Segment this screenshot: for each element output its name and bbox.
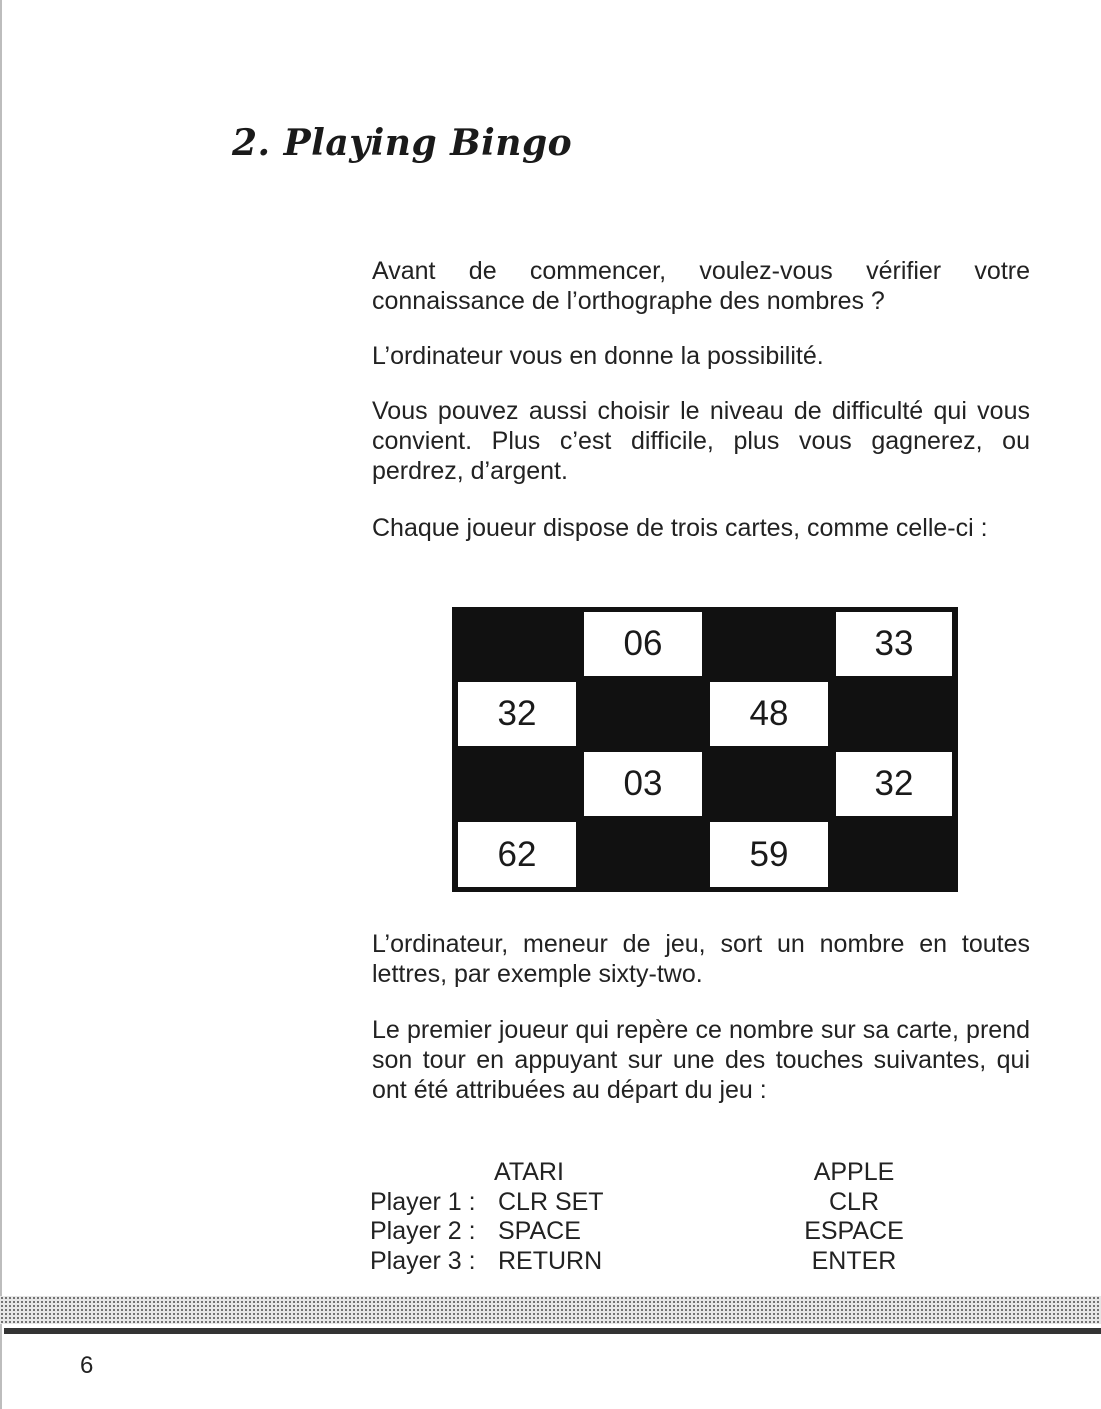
- atari-key: RETURN: [498, 1246, 603, 1275]
- bingo-number: 59: [710, 822, 828, 887]
- keys-row: [370, 1217, 990, 1247]
- atari-key: CLR SET: [498, 1187, 604, 1216]
- apple-header: APPLE: [813, 1158, 895, 1186]
- apple-key: ESPACE: [804, 1217, 904, 1245]
- paragraph-cards: Chaque joueur dispose de trois cartes, comme celle-ci :: [372, 514, 988, 542]
- page-number: 6: [80, 1352, 94, 1379]
- apple-key: CLR: [828, 1187, 879, 1216]
- paragraph-difficulty: Vous pouvez aussi choisir le niveau de difficulté qui vous convient. Plus c’est difficile, plus vous gagnerez, ou perdrez, d’argent.: [372, 397, 1030, 485]
- page-edge-rule: [0, 0, 2, 1409]
- keys-header-row: [370, 1158, 990, 1188]
- paragraph-intro: Avant de commencer, voulez-vous vérifier votre connaissance de l’orthographe des nombres ?: [372, 257, 1030, 315]
- player-label: Player 2 :: [370, 1217, 476, 1245]
- atari-key: SPACE: [498, 1217, 581, 1245]
- bingo-number: 48: [710, 682, 828, 746]
- bingo-number: 62: [458, 822, 576, 887]
- paragraph-possibility: L’ordinateur vous en donne la possibilité.: [372, 342, 824, 370]
- atari-header: ATARI: [494, 1158, 564, 1186]
- footer-rule: [4, 1328, 1101, 1334]
- paragraph-first-player: Le premier joueur qui repère ce nombre sur sa carte, prend son tour en appuyant sur une des touches suivantes, qui ont été attribuées au départ du jeu :: [372, 1016, 1030, 1104]
- footer-dotted-band: [0, 1296, 1101, 1324]
- paragraph-computer: L’ordinateur, meneur de jeu, sort un nombre en toutes lettres, par exemple sixty-two.: [372, 930, 1030, 988]
- bingo-card: [452, 607, 958, 892]
- section-title: 2. Playing Bingo: [232, 122, 573, 164]
- keys-table: [370, 1158, 990, 1276]
- player-label: Player 3 :: [370, 1246, 476, 1275]
- apple-key: ENTER: [811, 1246, 897, 1275]
- bingo-number: 03: [584, 752, 702, 816]
- bingo-number: 32: [836, 752, 952, 816]
- bingo-number: 32: [458, 682, 576, 746]
- keys-row: [370, 1247, 990, 1277]
- bingo-number: 06: [584, 612, 702, 676]
- player-label: Player 1 :: [370, 1187, 476, 1216]
- bingo-number: 33: [836, 612, 952, 676]
- keys-row: [370, 1188, 990, 1218]
